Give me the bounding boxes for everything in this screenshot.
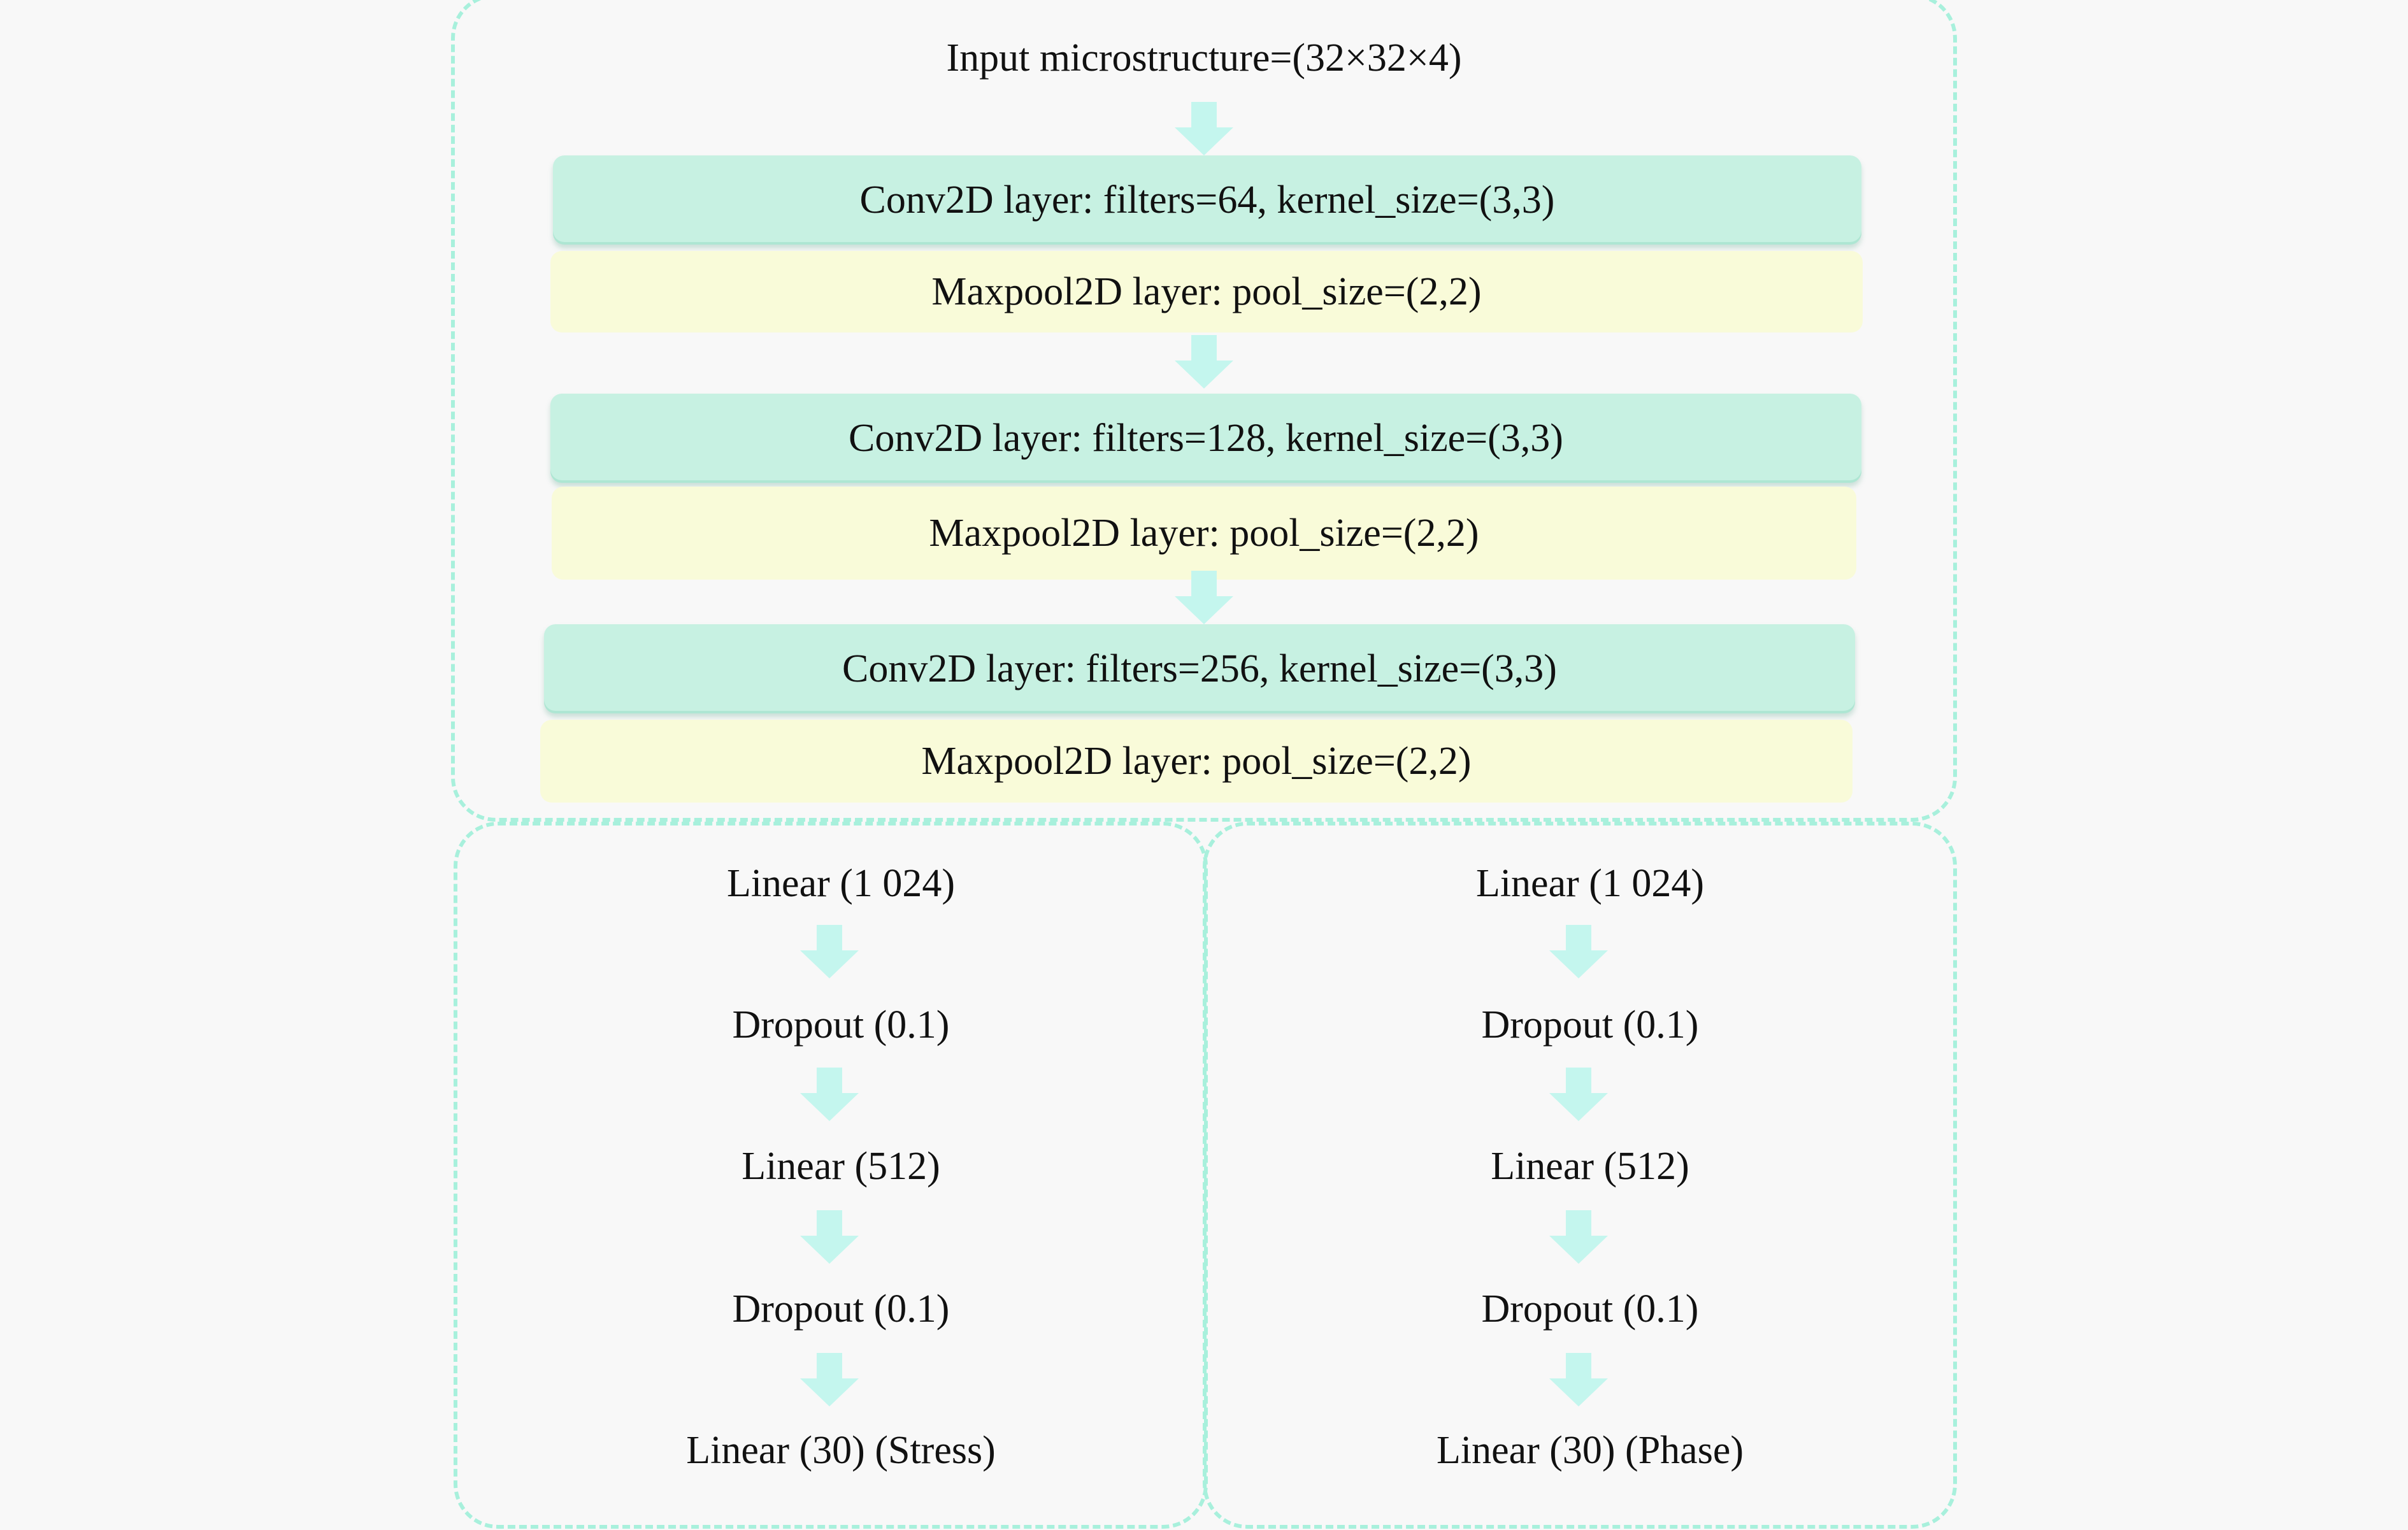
phase-linear-30-output: Linear (30) (Phase): [1436, 1429, 1744, 1472]
phase-arrow-4-icon: [1548, 1353, 1609, 1406]
conv2d-layer-1: Conv2D layer: filters=64, kernel_size=(3,3): [553, 155, 1861, 245]
phase-dropout-2: Dropout (0.1): [1481, 1287, 1699, 1331]
stress-arrow-4-icon: [799, 1353, 860, 1406]
arrow-block2-to-block3-icon: [1173, 571, 1235, 624]
phase-dropout-1: Dropout (0.1): [1481, 1003, 1699, 1047]
input-label: Input microstructure=(32×32×4): [946, 36, 1462, 80]
arrow-input-to-conv1-icon: [1173, 102, 1235, 155]
stress-arrow-1-icon: [799, 925, 860, 978]
stress-linear-512: Linear (512): [742, 1145, 940, 1188]
stress-arrow-2-icon: [799, 1068, 860, 1121]
stress-arrow-3-icon: [799, 1210, 860, 1264]
arrow-block1-to-block2-icon: [1173, 335, 1235, 389]
phase-linear-1024: Linear (1 024): [1475, 862, 1705, 905]
stress-dropout-1: Dropout (0.1): [732, 1003, 950, 1047]
stress-dropout-2: Dropout (0.1): [732, 1287, 950, 1331]
maxpool2d-layer-3: Maxpool2D layer: pool_size=(2,2): [540, 720, 1853, 803]
conv2d-layer-2: Conv2D layer: filters=128, kernel_size=(3,3): [550, 394, 1861, 483]
conv2d-layer-3: Conv2D layer: filters=256, kernel_size=(3,3): [544, 624, 1855, 713]
maxpool2d-layer-2: Maxpool2D layer: pool_size=(2,2): [552, 487, 1856, 580]
phase-arrow-2-icon: [1548, 1068, 1609, 1121]
phase-arrow-3-icon: [1548, 1210, 1609, 1264]
phase-arrow-1-icon: [1548, 925, 1609, 978]
maxpool2d-layer-1: Maxpool2D layer: pool_size=(2,2): [550, 251, 1863, 332]
stress-linear-1024: Linear (1 024): [726, 862, 956, 905]
stress-linear-30-output: Linear (30) (Stress): [686, 1429, 996, 1472]
phase-linear-512: Linear (512): [1491, 1145, 1689, 1188]
